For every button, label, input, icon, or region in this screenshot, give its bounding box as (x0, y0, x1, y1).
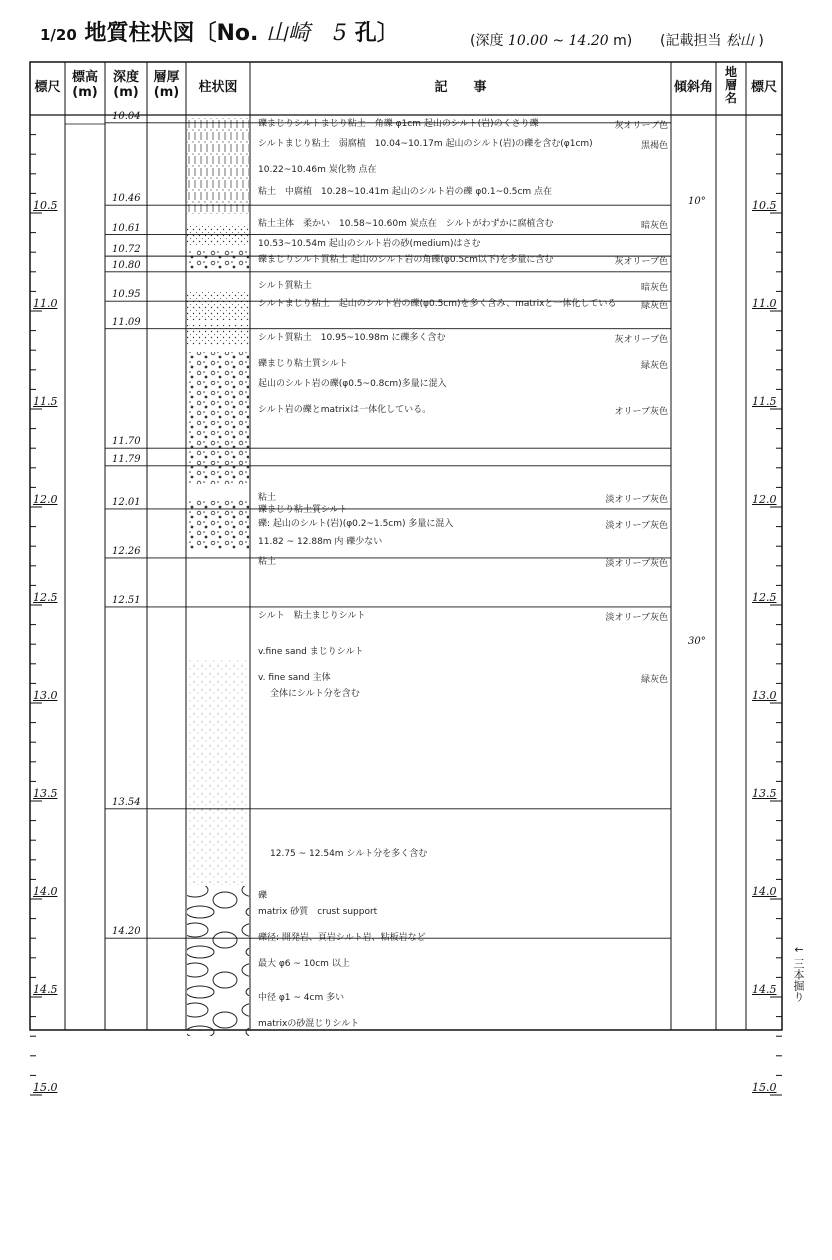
scale-label: 14.5 (752, 983, 777, 996)
soil-color: 淡オリーブ灰色 (605, 559, 668, 569)
description-text: 礫まじりシルト質粘土 起山のシルト岩の角礫(φ0.5cm以下)を多量に含む (258, 255, 554, 265)
soil-color: 淡オリーブ灰色 (605, 521, 668, 531)
scale-label: 12.0 (752, 493, 777, 506)
depth-value: 12.26 (112, 545, 141, 557)
soil-color: 灰オリーブ色 (614, 335, 668, 345)
scale-label: 10.5 (752, 199, 777, 212)
side-note: ↓ 三本掘り (792, 945, 805, 1002)
description-text: 礫まじり粘土質シルト (258, 505, 348, 515)
header-description: 記 事 (434, 80, 487, 95)
depth-value: 10.46 (112, 193, 141, 205)
range-unit: m) (613, 33, 633, 49)
description-text: シルトまじり粘土 弱腐植 10.04~10.17m 起山のシルト(岩)の礫を含む(φ1cm) (258, 139, 593, 149)
header-scale-right: 標尺 (750, 80, 777, 95)
scale-label: 14.0 (33, 885, 58, 898)
scale-label: 12.5 (33, 591, 58, 604)
soil-color: 緑灰色 (640, 361, 668, 371)
soil-color: 灰オリーブ色 (614, 257, 668, 267)
depth-value: 14.20 (112, 926, 141, 938)
hole-number: 5 (333, 21, 348, 46)
hole-suffix: 孔〕 (354, 21, 399, 46)
scale-label: 15.0 (33, 1081, 58, 1094)
range-prefix: (深度 (470, 33, 504, 49)
description-text: 礫: 起山のシルト(岩)(φ0.2~1.5cm) 多量に混入 (258, 519, 454, 529)
scale-label: 10.5 (33, 199, 58, 212)
header-thickness: 層厚 (m) (153, 70, 180, 100)
soil-color: 緑灰色 (640, 301, 668, 311)
description-text: v.fine sand まじりシルト (258, 647, 364, 657)
scale-label: 11.0 (33, 297, 58, 310)
depth-value: 12.51 (112, 594, 141, 606)
scale-label: 12.0 (33, 493, 58, 506)
description-text: 最大 φ6 ~ 10cm 以上 (258, 959, 350, 969)
depth-value: 10.61 (112, 222, 141, 234)
description-text: シルトまじり粘土 起山のシルト岩の礫(φ0.5cm)を多く含み、matrixと一体化している (258, 299, 617, 309)
header-dip: 傾斜角 (673, 80, 713, 95)
description-text: 粘土主体 柔かい 10.58~10.60m 炭点在 シルトがわずかに腐植含む (258, 219, 554, 229)
description-text: matrixの砂混じりシルト (258, 1019, 360, 1029)
description-text: 全体にシルト分を含む (270, 689, 360, 699)
depth-value: 10.04 (112, 110, 141, 122)
scale-label: 11.5 (33, 395, 58, 408)
scale-label: 11.0 (752, 297, 777, 310)
depth-value: 11.70 (112, 436, 141, 448)
description-text: 礫まじりシルトまじり粘土 角礫 φ1cm 起山のシルト(岩)のくさり礫 (258, 119, 539, 129)
recorder-suffix: ) (758, 33, 764, 49)
description-text: 10.53~10.54m 起山のシルト岩の砂(medium)はさむ (258, 239, 481, 249)
soil-color: 黒褐色 (640, 141, 668, 151)
header-elevation: 標高 (m) (71, 70, 98, 100)
scale-label: 14.5 (33, 983, 58, 996)
description-text: 礫 (258, 891, 268, 901)
scale-label: 13.0 (33, 689, 58, 702)
soil-color: 緑灰色 (640, 675, 668, 685)
scale-ratio: 1/20 (40, 26, 77, 44)
dip-value-2: 30° (688, 636, 706, 647)
depth-value: 11.79 (112, 453, 141, 465)
dip-value-1: 10° (688, 196, 706, 207)
description-text: 礫径: 開発岩、頁岩シルト岩、粘板岩など (258, 933, 426, 943)
description-text: 粘土 (258, 493, 277, 503)
description-text: 粘土 中腐植 10.28~10.41m 起山のシルト岩の礫 φ0.1~0.5cm 点在 (258, 187, 553, 197)
soil-color: 淡オリーブ灰色 (605, 495, 668, 505)
description-text: 礫まじり粘土質シルト (258, 359, 348, 369)
description-text: 中径 φ1 ~ 4cm 多い (258, 993, 345, 1003)
scale-label: 15.0 (752, 1081, 777, 1094)
description-text: 12.75 ~ 12.54m シルト分を多く含む (270, 849, 428, 859)
depth-value: 11.09 (112, 316, 141, 328)
description-text: シルト 粘土まじりシルト (258, 611, 366, 621)
scale-label: 13.0 (752, 689, 777, 702)
depth-value: 12.01 (112, 496, 141, 508)
soil-color: 暗灰色 (640, 221, 668, 231)
title-text: 地質柱状図〔No. (84, 21, 259, 46)
soil-color: 灰オリーブ色 (614, 121, 668, 131)
scale-label: 13.5 (33, 787, 58, 800)
depth-value: 10.72 (112, 244, 141, 256)
depth-value: 10.80 (112, 259, 141, 271)
description-text: 11.82 ~ 12.88m 内 礫少ない (258, 537, 383, 547)
description-text: 粘土 (258, 557, 277, 567)
description-text: シルト岩の礫とmatrixは一体化している。 (258, 405, 432, 415)
recorder-prefix: (記載担当 (660, 33, 722, 49)
header-scale-left: 標尺 (34, 80, 61, 95)
scale-label: 12.5 (752, 591, 777, 604)
range-value: 10.00 ~ 14.20 (507, 33, 609, 49)
description-text: シルト質粘土 10.95~10.98m に礫多く含む (258, 333, 446, 343)
description-text: matrix 砂質 crust support (258, 907, 378, 917)
recorder-name: 松山 (725, 33, 754, 49)
description-text: 起山のシルト岩の礫(φ0.5~0.8cm)多量に混入 (258, 379, 447, 389)
header-column: 柱状図 (198, 80, 238, 95)
header-depth: 深度 (m) (112, 70, 139, 100)
header-formation: 地層名 (724, 65, 737, 105)
description-text: v. fine sand 主体 (258, 673, 331, 683)
soil-color: 淡オリーブ灰色 (605, 613, 668, 623)
soil-color: オリーブ灰色 (614, 407, 668, 417)
scale-label: 13.5 (752, 787, 777, 800)
depth-value: 10.95 (112, 289, 141, 301)
depth-value: 13.54 (112, 796, 141, 808)
scale-label: 11.5 (752, 395, 777, 408)
description-text: 10.22~10.46m 炭化物 点在 (258, 165, 377, 175)
site-name: 山崎 (266, 21, 311, 46)
scale-label: 14.0 (752, 885, 777, 898)
soil-color: 暗灰色 (640, 283, 668, 293)
description-text: シルト質粘土 (258, 281, 312, 291)
